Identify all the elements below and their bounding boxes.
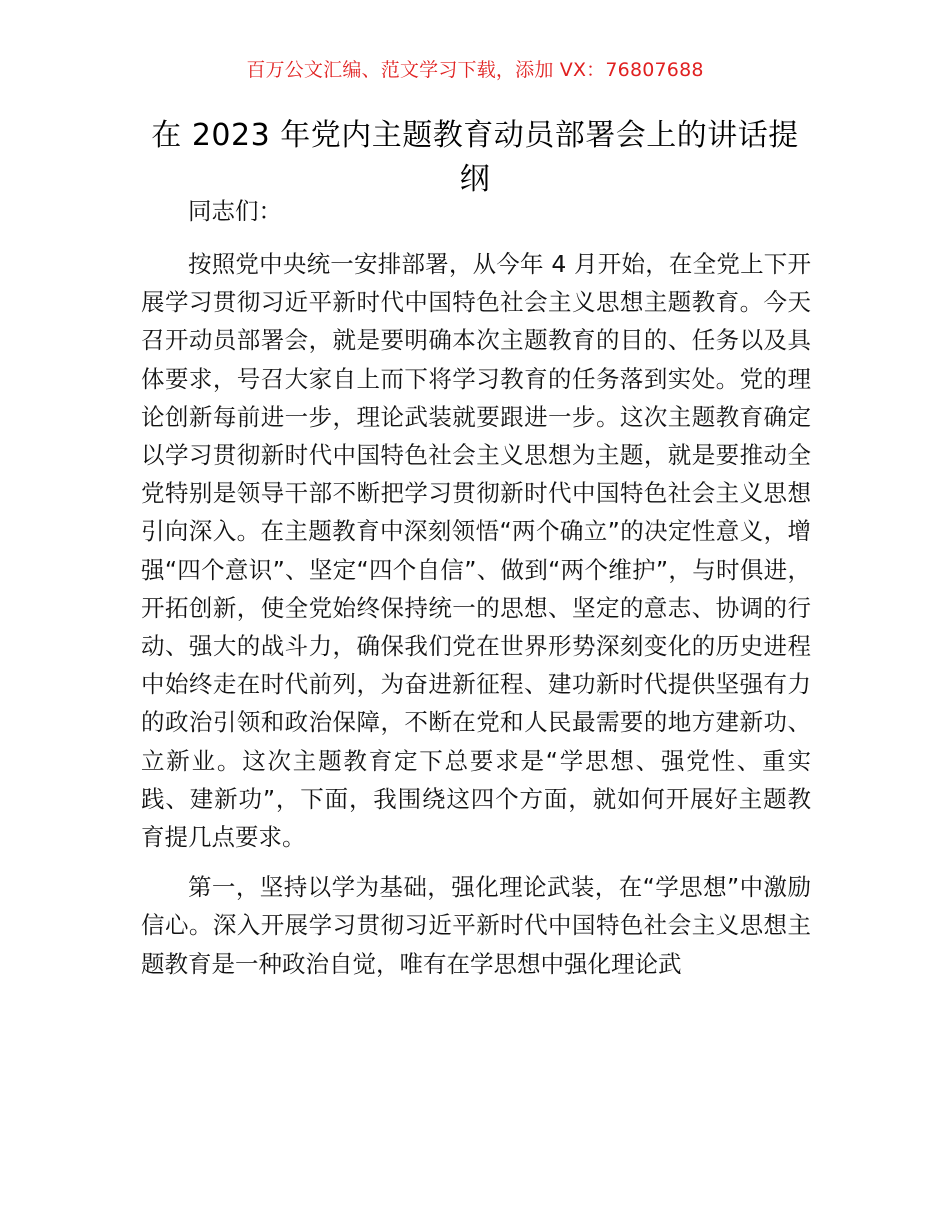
document-body bbox=[141, 192, 811, 995]
paragraph-2: 第一，坚持以学为基础，强化理论武装，在“学思想”中激励信心。深入开展学习贯彻习近平新时代中国特色社会主义思想主题教育是一种政治自觉，唯有在学思想中强化理论武 bbox=[141, 873, 811, 978]
salutation: 同志们： bbox=[188, 197, 282, 225]
watermark-text: 百万公文汇编、范文学习下载，添加 VX：76807688 bbox=[246, 59, 704, 81]
paragraph-1: 按照党中央统一安排部署，从今年 4 月开始，在全党上下开展学习贯彻习近平新时代中国特色社会主义思想主题教育。今天召开动员部署会，就是要明确本次主题教育的目的、任务以及具体要求，号召大家自上而下将学习教育的任务落到实处。党的理论创新每前进一步，理论武装就要跟进一步。这次主题教育确定以学习贯彻新时代中国特色社会主义思想为主题，就是要推动全党特别是领导干部不断把学习贯彻新时代中国特色社会主义思想引向深入。在主题教育中深刻领悟“两个确立”的决定性意义，增强“四个意识”、坚定“四个自信”、做到“两个维护”，与时俱进，开拓创新，使全党始终保持统一的思想、坚定的意志、协调的行动、强大的战斗力，确保我们党在世界形势深刻变化的历史进程中始终走在时代前列，为奋进新征程、建功新时代提供坚强有力的政治引领和政治保障，不断在党和人民最需要的地方建新功、立新业。这次主题教育定下总要求是“学思想、强党性、重实践、建新功”，下面，我围绕这四个方面，就如何开展好主题教育提几点要求。 bbox=[141, 250, 811, 852]
document-title: 在 2023 年党内主题教育动员部署会上的讲话提纲 bbox=[151, 118, 799, 197]
